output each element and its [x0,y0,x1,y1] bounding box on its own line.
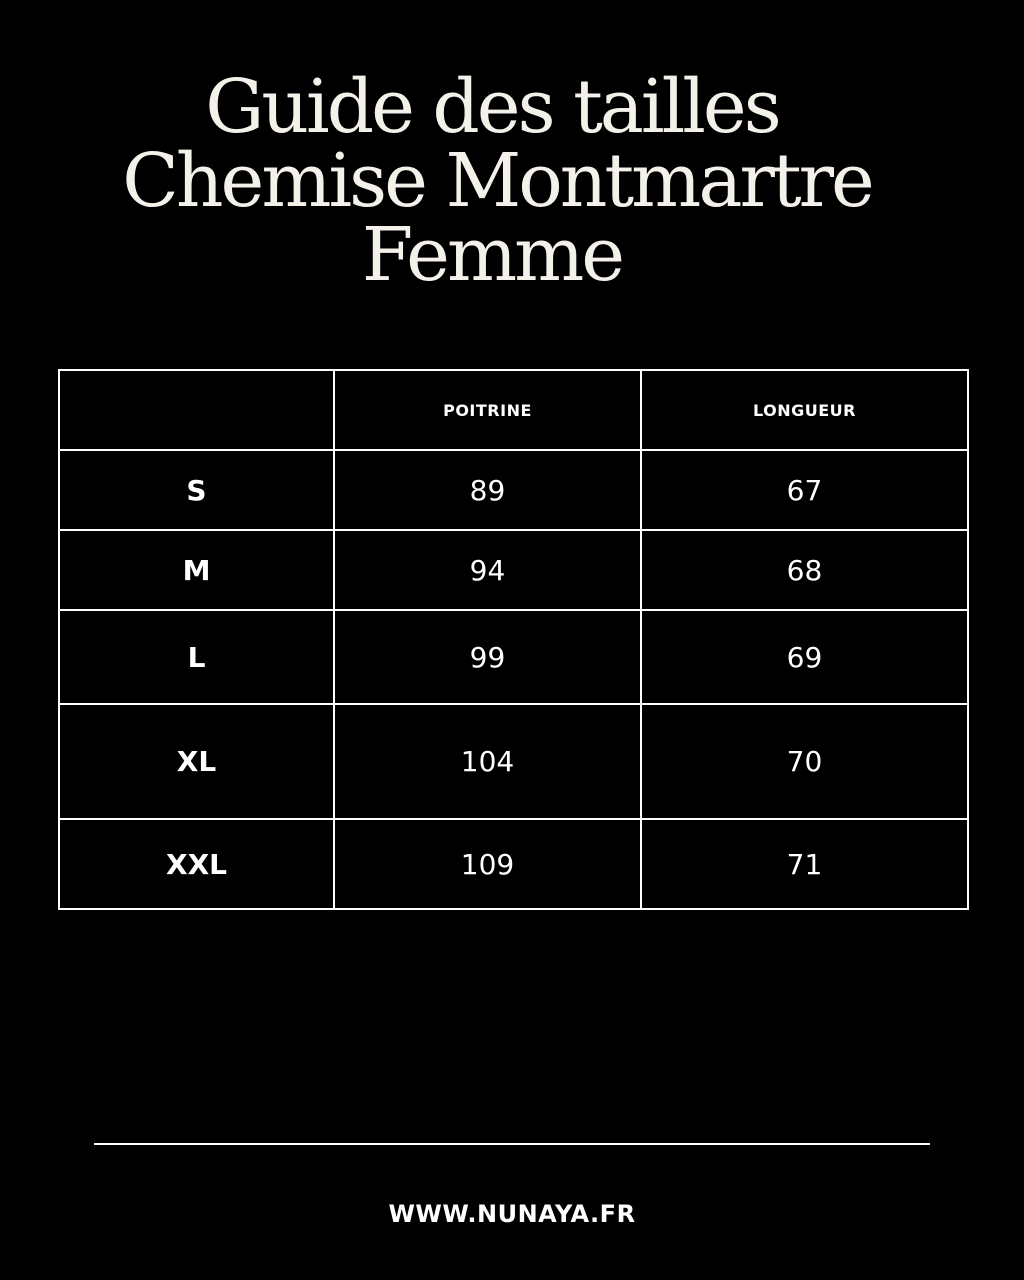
title-line-2: Chemise Montmartre [122,138,872,224]
longueur-value: 69 [641,610,968,704]
longueur-value: 71 [641,819,968,909]
table-row [59,610,968,704]
longueur-value: 68 [641,530,968,610]
longueur-value: 70 [641,704,968,819]
poitrine-value: 109 [334,819,641,909]
size-table [58,369,969,910]
poitrine-value: 89 [334,450,641,530]
poitrine-value: 94 [334,530,641,610]
poitrine-value: 104 [334,704,641,819]
size-label: L [59,610,334,704]
header-cell-longueur: LONGUEUR [641,370,968,450]
table-row [59,704,968,819]
table-row [59,530,968,610]
footer-divider [94,1143,930,1145]
longueur-value: 67 [641,450,968,530]
size-label: M [59,530,334,610]
website-link[interactable]: WWW.NUNAYA.FR [388,1200,636,1228]
size-label: XXL [59,819,334,909]
table-row [59,819,968,909]
table-header-row [59,370,968,450]
poitrine-value: 99 [334,610,641,704]
table-row [59,450,968,530]
header-cell-poitrine: POITRINE [334,370,641,450]
title-line-1: Guide des tailles [205,64,779,150]
page-title [0,64,1024,298]
header-cell-empty [59,370,334,450]
size-label: S [59,450,334,530]
title-line-3: Femme [361,212,623,298]
size-label: XL [59,704,334,819]
